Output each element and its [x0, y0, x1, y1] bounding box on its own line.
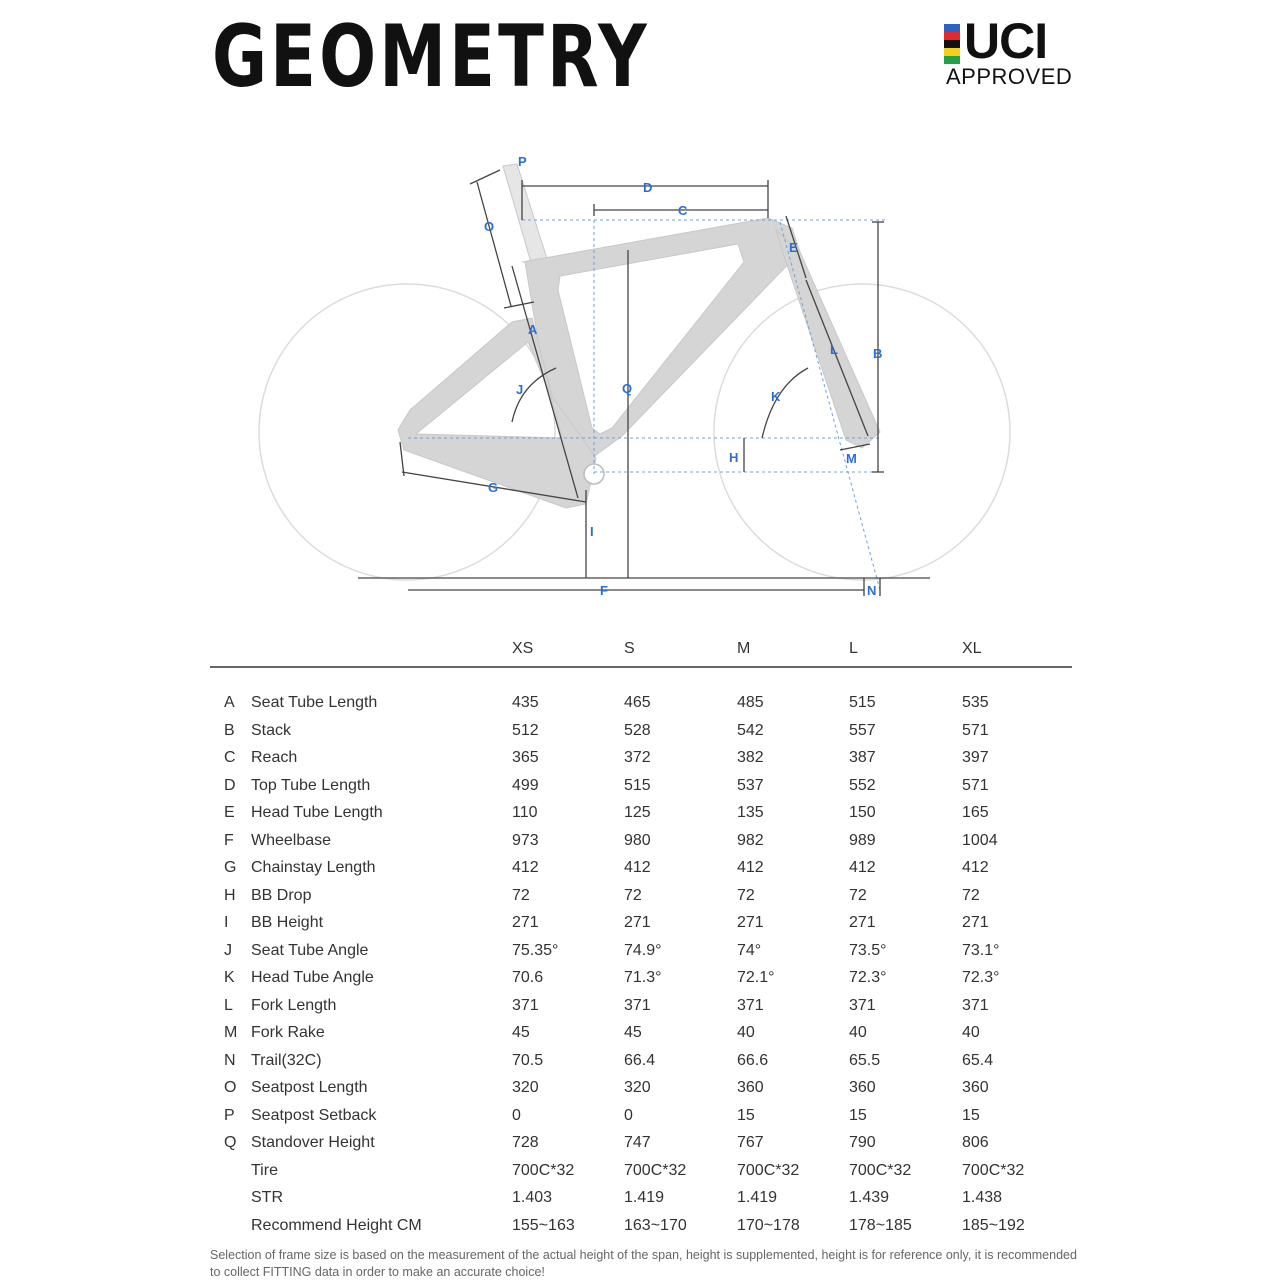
row-value: 728 — [512, 1134, 539, 1151]
row-name: Head Tube Length — [251, 804, 383, 821]
row-value: 980 — [624, 831, 651, 849]
row-value: 465 — [624, 694, 651, 711]
row-letter: B — [224, 721, 235, 739]
row-value: 371 — [624, 996, 651, 1014]
row-value: 571 — [962, 721, 989, 739]
row-value: 40 — [849, 1024, 867, 1041]
label-c: C — [678, 203, 688, 218]
row-value: 515 — [624, 776, 651, 794]
row-value: 74° — [737, 941, 762, 959]
row-value: 73.5° — [849, 941, 887, 959]
row-value: 271 — [849, 914, 876, 931]
geometry-diagram — [0, 0, 1280, 620]
row-value: 371 — [962, 996, 989, 1014]
row-name: Tire — [251, 1161, 278, 1179]
row-name: Wheelbase — [251, 831, 332, 849]
label-h: H — [729, 450, 739, 465]
row-value: 320 — [624, 1079, 651, 1096]
table-row — [210, 910, 1072, 938]
row-value: 66.6 — [737, 1051, 769, 1069]
table-row — [210, 690, 1072, 718]
table-header — [210, 636, 1072, 668]
row-value: 170~178 — [737, 1216, 800, 1234]
row-letter: A — [224, 694, 235, 711]
row-value: 178~185 — [849, 1216, 912, 1234]
row-value: 700C*32 — [512, 1161, 575, 1179]
table-row — [210, 718, 1072, 746]
row-value: 72 — [737, 886, 755, 904]
seatpost — [503, 164, 548, 266]
row-value: 65.4 — [962, 1051, 994, 1069]
row-value: 125 — [624, 804, 651, 821]
row-value: 412 — [624, 859, 651, 876]
row-value: 360 — [849, 1079, 876, 1096]
label-g: G — [488, 480, 499, 495]
label-m: M — [846, 451, 857, 466]
label-k: K — [771, 389, 781, 404]
label-i: I — [590, 524, 594, 539]
row-value: 412 — [512, 859, 539, 876]
row-value: 66.4 — [624, 1051, 656, 1069]
row-value: 700C*32 — [624, 1161, 687, 1179]
row-value: 1004 — [962, 831, 998, 849]
row-name: Seatpost Setback — [251, 1106, 377, 1124]
row-value: 0 — [512, 1106, 521, 1124]
row-value: 382 — [737, 749, 764, 766]
row-value: 320 — [512, 1079, 539, 1096]
row-value: 40 — [737, 1024, 755, 1041]
row-value: 74.9° — [624, 941, 662, 959]
row-letter: P — [224, 1106, 235, 1124]
table-row — [210, 1213, 1072, 1241]
row-value: 767 — [737, 1134, 764, 1151]
row-value: 150 — [849, 804, 876, 821]
row-value: 40 — [962, 1024, 980, 1041]
row-value: 155~163 — [512, 1216, 575, 1234]
row-value: 165 — [962, 804, 989, 821]
row-value: 1.439 — [849, 1189, 890, 1206]
label-a: A — [528, 322, 538, 337]
row-value: 1.438 — [962, 1189, 1003, 1206]
row-name: Recommend Height CM — [251, 1216, 422, 1234]
row-value: 1.419 — [737, 1189, 778, 1206]
row-value: 371 — [737, 996, 764, 1014]
row-value: 70.5 — [512, 1051, 544, 1069]
table-row — [210, 1020, 1072, 1048]
row-letter: D — [224, 776, 236, 794]
row-value: 700C*32 — [962, 1161, 1025, 1179]
row-letter: J — [224, 941, 232, 959]
row-letter: K — [224, 969, 235, 986]
bike-frame — [398, 164, 883, 508]
row-name: Stack — [251, 721, 292, 739]
label-l: L — [830, 342, 838, 357]
label-q: Q — [622, 381, 633, 396]
row-letter: H — [224, 886, 236, 904]
row-value: 528 — [624, 721, 651, 739]
row-value: 45 — [512, 1024, 530, 1041]
row-name: Fork Rake — [251, 1024, 325, 1041]
row-value: 982 — [737, 831, 764, 849]
row-value: 185~192 — [962, 1216, 1025, 1234]
row-name: Fork Length — [251, 996, 337, 1014]
row-letter: G — [224, 859, 237, 876]
row-value: 0 — [624, 1106, 633, 1124]
table-row — [210, 1158, 1072, 1186]
label-p: P — [518, 154, 527, 169]
row-value: 73.1° — [962, 941, 1000, 959]
table-row — [210, 965, 1072, 993]
row-value: 72 — [962, 886, 980, 904]
row-value: 412 — [849, 859, 876, 876]
row-value: 557 — [849, 721, 876, 739]
label-b: B — [873, 346, 883, 361]
geometry-table — [210, 636, 1072, 1240]
row-value: 412 — [737, 859, 764, 876]
row-value: 412 — [962, 859, 989, 876]
size-header-xs: XS — [512, 640, 534, 657]
uci-logo-text: UCI — [964, 13, 1048, 69]
uci-approved-text: APPROVED — [946, 64, 1073, 89]
row-value: 271 — [737, 914, 764, 931]
row-value: 365 — [512, 749, 539, 766]
table-row — [210, 745, 1072, 773]
size-header-l: L — [849, 640, 858, 657]
row-value: 360 — [962, 1079, 989, 1096]
row-value: 271 — [962, 914, 989, 931]
row-value: 72 — [624, 886, 642, 904]
row-value: 72 — [512, 886, 530, 904]
label-j: J — [516, 382, 524, 397]
row-value: 360 — [737, 1079, 764, 1096]
row-name: Seat Tube Length — [251, 694, 378, 711]
row-value: 535 — [962, 694, 989, 711]
row-name: Standover Height — [251, 1134, 375, 1151]
row-value: 371 — [512, 996, 539, 1014]
row-value: 271 — [512, 914, 539, 931]
row-letter: F — [224, 831, 234, 849]
row-name: Reach — [251, 749, 298, 766]
row-value: 72.3° — [849, 969, 887, 986]
row-name: Head Tube Angle — [251, 969, 374, 986]
row-value: 1.419 — [624, 1189, 665, 1206]
row-value: 72.3° — [962, 969, 1000, 986]
row-value: 512 — [512, 721, 539, 739]
table-row — [210, 938, 1072, 966]
row-letter: E — [224, 804, 235, 821]
row-value: 806 — [962, 1134, 989, 1151]
row-value: 1.403 — [512, 1189, 553, 1206]
row-value: 135 — [737, 804, 764, 821]
row-value: 15 — [849, 1106, 867, 1124]
row-value: 387 — [849, 749, 876, 766]
row-letter: O — [224, 1079, 237, 1096]
row-value: 271 — [624, 914, 651, 931]
row-value: 15 — [737, 1106, 755, 1124]
row-value: 72 — [849, 886, 867, 904]
row-name: STR — [251, 1189, 283, 1206]
table-row — [210, 1130, 1072, 1158]
row-value: 75.35° — [512, 941, 559, 959]
label-e: E — [789, 240, 798, 255]
row-value: 71.3° — [624, 969, 662, 986]
table-row — [210, 883, 1072, 911]
label-n: N — [867, 583, 877, 598]
row-name: Top Tube Length — [251, 776, 371, 794]
row-value: 537 — [737, 776, 764, 794]
table-row — [210, 993, 1072, 1021]
row-value: 747 — [624, 1134, 651, 1151]
table-row — [210, 1103, 1072, 1131]
row-value: 499 — [512, 776, 539, 794]
row-value: 700C*32 — [737, 1161, 800, 1179]
size-header-xl: XL — [962, 640, 982, 657]
row-value: 542 — [737, 721, 764, 739]
row-value: 70.6 — [512, 969, 544, 986]
row-letter: I — [224, 914, 229, 931]
row-value: 571 — [962, 776, 989, 794]
row-value: 973 — [512, 831, 539, 849]
row-name: Seat Tube Angle — [251, 941, 369, 959]
row-value: 372 — [624, 749, 651, 766]
row-value: 485 — [737, 694, 764, 711]
row-value: 790 — [849, 1134, 876, 1151]
row-name: Trail(32C) — [251, 1051, 322, 1069]
row-name: BB Height — [251, 914, 324, 931]
row-value: 397 — [962, 749, 989, 766]
row-value: 110 — [512, 804, 538, 821]
row-name: BB Drop — [251, 886, 312, 904]
table-row — [210, 773, 1072, 801]
row-value: 65.5 — [849, 1051, 881, 1069]
row-value: 45 — [624, 1024, 642, 1041]
size-header-s: S — [624, 640, 635, 657]
table-body — [210, 690, 1072, 1240]
row-value: 15 — [962, 1106, 980, 1124]
table-row — [210, 800, 1072, 828]
table-row — [210, 828, 1072, 856]
sizing-note: Selection of frame size is based on the measurement of the actual height of the span, height is supplemented, height is for reference only, it is recommended to collect FITTING data in order to make an accurate choice! — [210, 1248, 1077, 1279]
row-value: 72.1° — [737, 969, 775, 986]
label-f: F — [600, 583, 608, 598]
row-letter: N — [224, 1051, 236, 1069]
row-letter: M — [224, 1024, 238, 1041]
size-header-m: M — [737, 640, 751, 657]
label-o: O — [484, 219, 495, 234]
row-value: 163~170 — [624, 1216, 687, 1234]
fork — [776, 230, 883, 448]
row-letter: L — [224, 996, 233, 1014]
row-name: Chainstay Length — [251, 859, 376, 876]
row-value: 371 — [849, 996, 876, 1014]
page-title: GEOMETRY — [212, 7, 650, 107]
row-value: 989 — [849, 831, 876, 849]
row-letter: C — [224, 749, 236, 766]
label-d: D — [643, 180, 653, 195]
row-value: 700C*32 — [849, 1161, 912, 1179]
row-value: 552 — [849, 776, 876, 794]
table-row — [210, 1185, 1072, 1213]
row-letter: Q — [224, 1134, 237, 1151]
row-value: 515 — [849, 694, 876, 711]
table-row — [210, 1075, 1072, 1103]
table-row — [210, 855, 1072, 883]
table-row — [210, 1048, 1072, 1076]
row-value: 435 — [512, 694, 539, 711]
row-name: Seatpost Length — [251, 1079, 368, 1096]
